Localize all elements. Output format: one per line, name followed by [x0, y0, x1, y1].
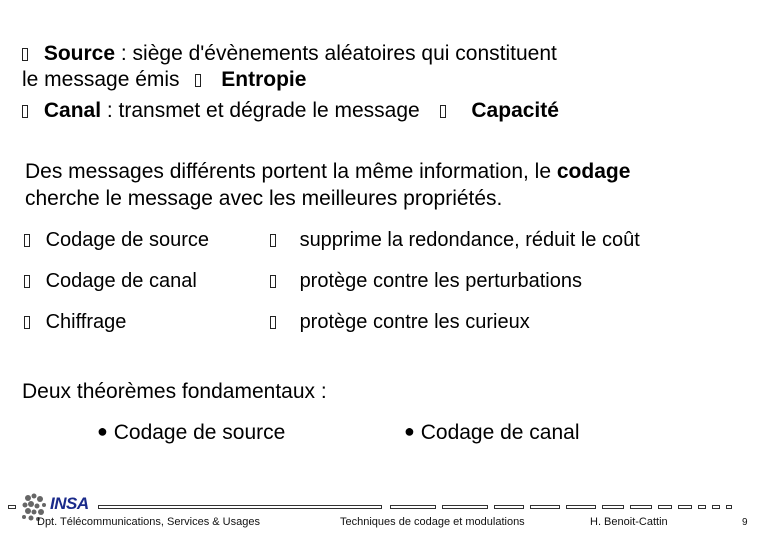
footer-department: Dpt. Télécommunications, Services & Usages: [37, 516, 260, 528]
type-effect: protège contre les curieux: [299, 311, 530, 333]
type-name: Chiffrage: [45, 311, 127, 333]
source-term: Source: [43, 42, 116, 65]
bullet-icon: [24, 316, 30, 329]
intro-line-3: [22, 99, 559, 123]
bullet-icon: [24, 234, 30, 247]
theorem-label: Codage de canal: [420, 421, 580, 444]
theorem-item-canal: [404, 421, 580, 445]
type-effect: supprime la redondance, réduit le coût: [299, 229, 640, 251]
canal-term: Canal: [43, 99, 102, 122]
source-definition: : siège d'évènements aléatoires qui constituent: [115, 42, 557, 65]
bullet-icon: [22, 105, 28, 118]
entropie-term: Entropie: [221, 68, 307, 91]
codage-term: codage: [556, 160, 631, 183]
type-name: Codage de canal: [45, 270, 197, 292]
codage-line-1: [25, 160, 630, 184]
theorem-item-source: [97, 421, 285, 445]
theorems-heading: Deux théorèmes fondamentaux :: [22, 380, 327, 403]
bullet-icon: [24, 275, 30, 288]
type-effect-canal: [270, 270, 582, 293]
footer-author: H. Benoit-Cattin: [590, 516, 668, 528]
type-name: Codage de source: [45, 229, 210, 251]
codage-line-2: cherche le message avec les meilleures propriétés.: [25, 187, 503, 210]
message-text: le message émis: [22, 68, 180, 91]
bullet-icon: [22, 48, 28, 61]
bullet-dot-icon: ●: [404, 421, 415, 441]
footer-course: Techniques de codage et modulations: [340, 516, 525, 528]
type-effect-chiffrage: [270, 311, 530, 334]
type-item-chiffrage: [24, 311, 126, 334]
type-effect: protège contre les perturbations: [299, 270, 582, 292]
intro-line-1: [22, 42, 557, 66]
logo-text: INSA: [50, 494, 89, 513]
type-item-source: [24, 229, 209, 252]
codage-intro-text: Des messages différents portent la même information, le: [25, 160, 557, 183]
capacite-term: Capacité: [471, 99, 559, 122]
type-effect-source: [270, 229, 640, 252]
page-number: 9: [742, 517, 748, 528]
type-item-canal: [24, 270, 197, 293]
arrow-icon: [270, 316, 276, 329]
intro-line-2: [22, 68, 306, 92]
arrow-icon: [195, 74, 201, 87]
arrow-icon: [270, 234, 276, 247]
arrow-icon: [270, 275, 276, 288]
arrow-icon: [440, 105, 446, 118]
bullet-dot-icon: ●: [97, 421, 108, 441]
theorem-label: Codage de source: [113, 421, 286, 444]
canal-definition: : transmet et dégrade le message: [101, 99, 420, 122]
